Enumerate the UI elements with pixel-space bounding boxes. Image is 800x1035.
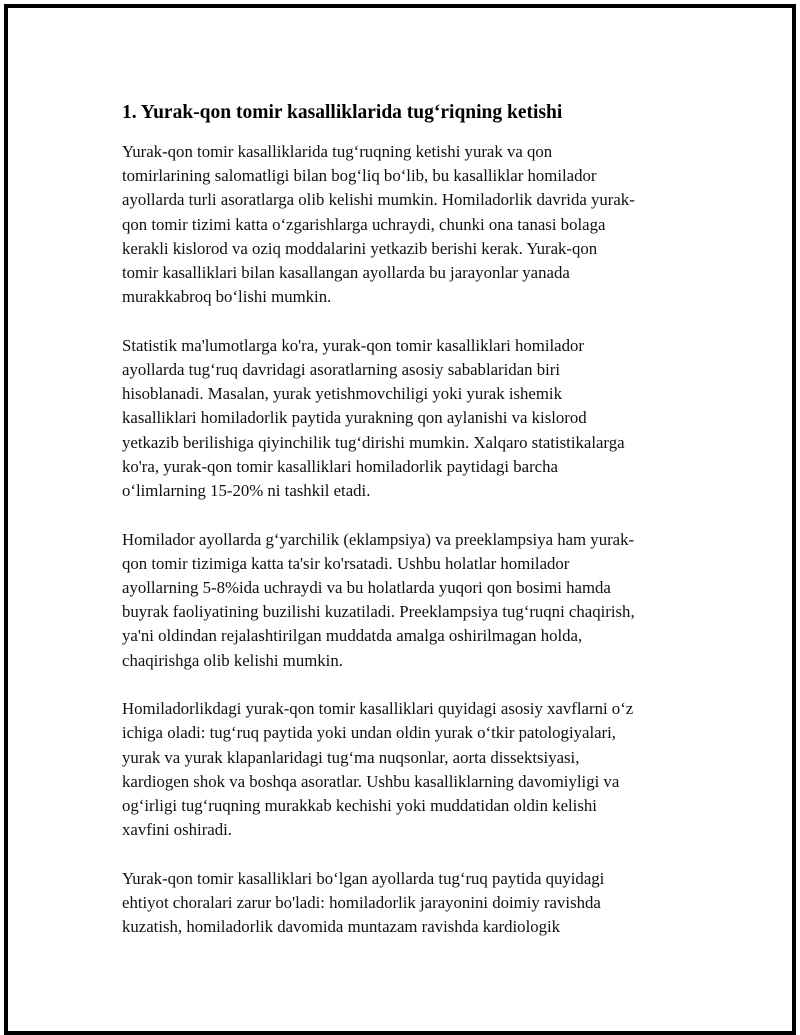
text-line: kuzatish, homiladorlik davomida muntazam ravishda kardiologik	[122, 917, 561, 937]
text-line: qon tomir tizimi katta o‘zgarishlarga uchraydi, chunki ona tanasi bolaga	[122, 214, 606, 234]
text-line: Yurak-qon tomir kasalliklarida tug‘ruqning ketishi yurak va qon	[122, 142, 553, 161]
text-line: tomir kasalliklari bilan kasallangan ayollarda bu jarayonlar yanada	[122, 263, 570, 283]
text-line: ya'ni oldindan rejalashtirilgan muddatda amalga oshirilmagan holda,	[122, 626, 583, 646]
text-line: yetkazib berilishiga qiyinchilik tug‘dirishi mumkin. Xalqaro statistikalarga	[122, 432, 625, 452]
text-line: kerakli kislorod va oziq moddalarini yetkazib berishi kerak. Yurak-qon	[122, 238, 598, 258]
text-line: ichiga oladi: tug‘ruq paytida yoki undan oldin yurak o‘tkir patologiyalari,	[122, 723, 616, 743]
page-border	[4, 4, 796, 1035]
document-body	[122, 100, 692, 964]
text-line: ehtiyot choralari zarur bo'ladi: homiladorlik jarayonini doimiy ravishda	[122, 893, 601, 913]
text-line: o‘limlarning 15-20% ni tashkil etadi.	[122, 481, 371, 501]
text-line: Homiladorlikdagi yurak-qon tomir kasalliklari quyidagi asosiy xavflarni o‘z	[122, 699, 634, 719]
text-line: kardiogen shok va boshqa asoratlar. Ushbu kasalliklarning davomiyligi va	[122, 771, 620, 791]
text-line: ko'ra, yurak-qon tomir kasalliklari homiladorlik paytidagi barcha	[122, 456, 558, 476]
paragraph-3	[122, 528, 692, 673]
text-line: ayollarning 5-8%ida uchraydi va bu holatlarda yuqori qon bosimi hamda	[122, 578, 611, 598]
text-line: murakkabroq bo‘lishi mumkin.	[122, 287, 332, 307]
text-line: og‘irligi tug‘ruqning murakkab kechishi yoki muddatidan oldin kelishi	[122, 796, 597, 816]
text-line: Statistik ma'lumotlarga ko'ra, yurak-qon tomir kasalliklari homilador	[122, 335, 585, 355]
text-line: yurak va yurak klapanlaridagi tug‘ma nuqsonlar, aorta dissektsiyasi,	[122, 747, 580, 767]
text-line: chaqirishga olib kelishi mumkin.	[122, 650, 343, 670]
text-line: buyrak faoliyatining buzilishi kuzatiladi. Preeklampsiya tug‘ruqni chaqirish,	[122, 602, 635, 622]
text-line: Homilador ayollarda g‘yarchilik (eklampsiya) va preeklampsiya ham yurak-	[122, 529, 635, 549]
paragraph-4	[122, 697, 692, 842]
text-line: Yurak-qon tomir kasalliklari bo‘lgan ayollarda tug‘ruq paytida quyidagi	[122, 868, 605, 888]
text-line: kasalliklari homiladorlik paytida yurakning qon aylanishi va kislorod	[122, 408, 587, 428]
text-line: hisoblanadi. Masalan, yurak yetishmovchiligi yoki yurak ishemik	[122, 384, 562, 404]
paragraph-5	[122, 867, 692, 940]
text-line: ayollarda tug‘ruq davridagi asoratlarning asosiy sabablaridan biri	[122, 360, 561, 380]
paragraph-2	[122, 334, 692, 503]
text-line: qon tomir tizimiga katta ta'sir ko'rsatadi. Ushbu holatlar homilador	[122, 553, 570, 573]
paragraph-1	[122, 140, 692, 309]
text-line: tomirlarining salomatligi bilan bog‘liq bo‘lib, bu kasalliklar homilador	[122, 166, 597, 186]
text-line: xavfini oshiradi.	[122, 820, 232, 840]
section-heading: 1. Yurak-qon tomir kasalliklarida tug‘riqning ketishi	[122, 102, 563, 123]
text-line: ayollarda turli asoratlarga olib kelishi mumkin. Homiladorlik davrida yurak-	[122, 190, 635, 210]
